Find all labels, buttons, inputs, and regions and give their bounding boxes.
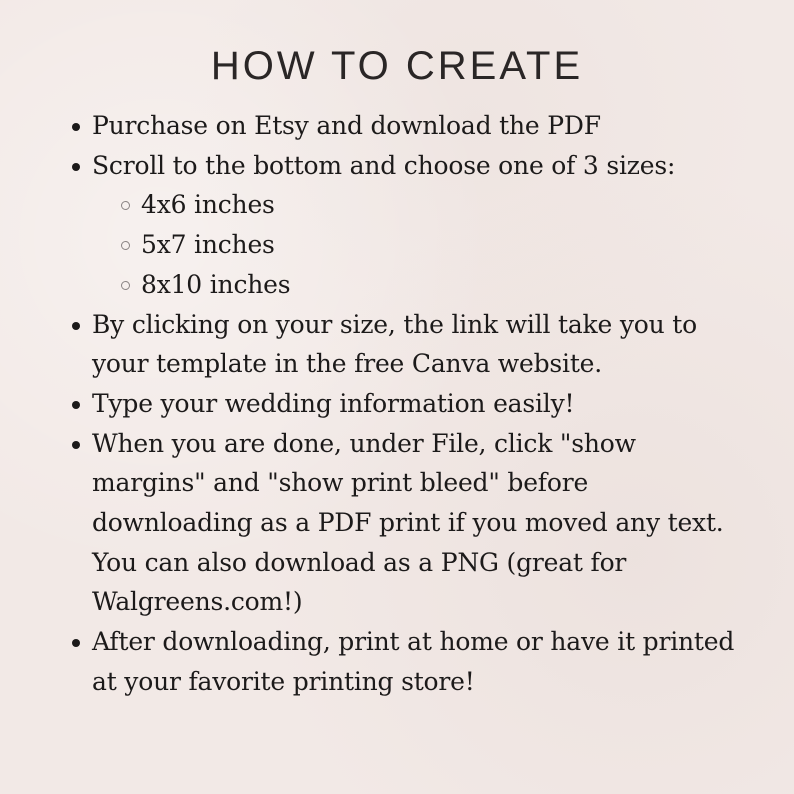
hollow-bullet-icon <box>121 241 130 250</box>
sub-list-item <box>0 225 794 265</box>
list-item <box>0 384 794 424</box>
instructions-list <box>0 106 794 702</box>
hollow-bullet-icon <box>121 201 130 210</box>
bullet-icon <box>72 163 80 171</box>
list-item <box>0 305 794 345</box>
sub-list-item-text: 5x7 inches <box>141 230 275 260</box>
list-item-text: Type your wedding information easily! <box>92 388 575 418</box>
list-item-text: After downloading, print at home or have it printed <box>92 627 735 657</box>
bullet-icon <box>72 639 80 647</box>
list-item <box>0 424 794 464</box>
list-item <box>0 622 794 662</box>
list-item-continuation <box>0 463 794 503</box>
list-item-text: When you are done, under File, click "show <box>92 428 636 458</box>
list-item-text: You can also download as a PNG (great for <box>92 547 627 577</box>
page-title: HOW TO CREATE <box>210 44 584 88</box>
bullet-icon <box>72 322 80 330</box>
list-item-text: By clicking on your size, the link will take you to <box>92 309 697 339</box>
sub-list-item-text: 8x10 inches <box>141 269 291 299</box>
list-item-continuation <box>0 503 794 543</box>
bullet-icon <box>72 401 80 409</box>
list-item-text: margins" and "show print bleed" before <box>92 468 589 498</box>
list-item-continuation <box>0 582 794 622</box>
list-item-text: Walgreens.com!) <box>92 587 303 617</box>
list-item-text: Purchase on Etsy and download the PDF <box>92 111 601 140</box>
sub-list-item <box>0 265 794 305</box>
list-item-text: Scroll to the bottom and choose one of 3 sizes: <box>92 150 676 180</box>
list-item <box>0 106 794 146</box>
sub-list-item <box>0 185 794 225</box>
list-item-continuation <box>0 662 794 702</box>
hollow-bullet-icon <box>121 281 130 290</box>
bullet-icon <box>72 441 80 449</box>
list-item-continuation <box>0 344 794 384</box>
bullet-icon <box>72 123 80 131</box>
list-item-text: at your favorite printing store! <box>92 666 475 696</box>
list-item <box>0 146 794 186</box>
list-item-continuation <box>0 543 794 583</box>
list-item-text: your template in the free Canva website. <box>92 349 603 379</box>
sub-list-item-text: 4x6 inches <box>141 190 275 220</box>
list-item-text: downloading as a PDF print if you moved any text. <box>92 508 724 538</box>
